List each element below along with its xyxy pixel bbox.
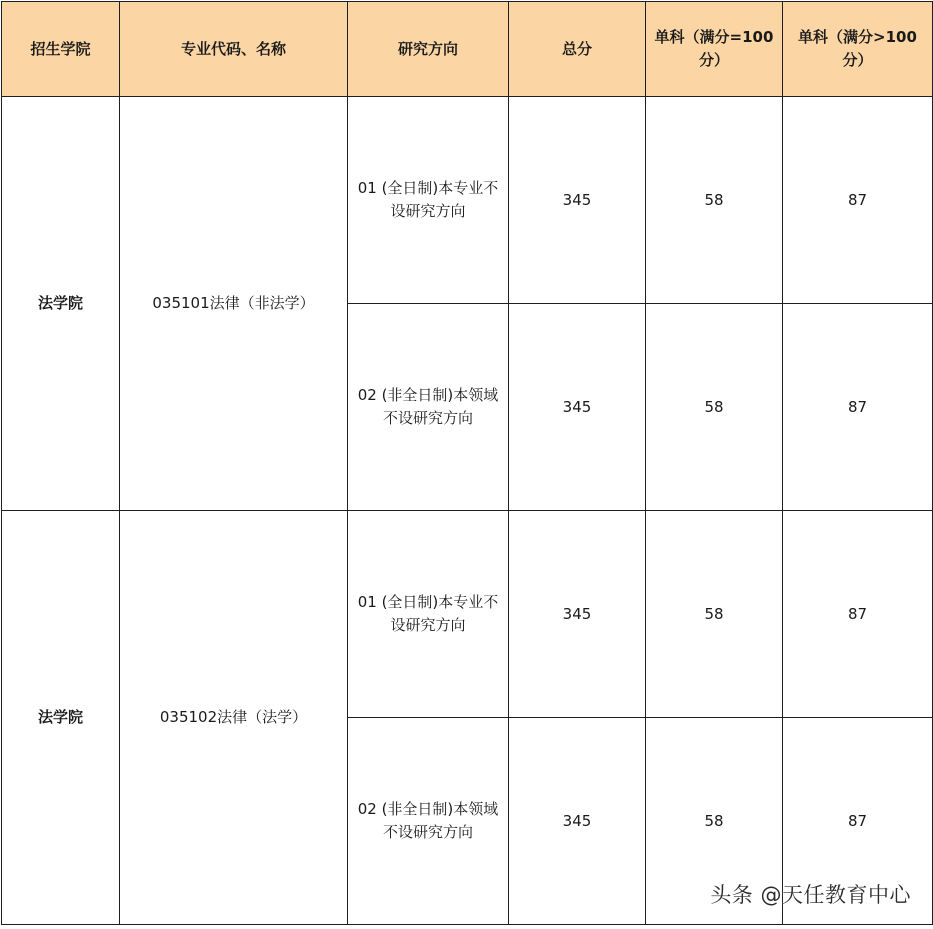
header-college: 招生学院 <box>2 2 120 97</box>
watermark: 头条 @天任教育中心 <box>710 883 911 907</box>
college-cell: 法学院 <box>2 97 120 511</box>
table-row <box>2 511 933 718</box>
score-table <box>1 1 933 925</box>
single-100-cell: 58 <box>646 97 783 304</box>
single-100-cell: 58 <box>646 511 783 718</box>
total-cell: 345 <box>509 97 646 304</box>
header-single-over-100: 单科（满分>100分） <box>783 2 933 97</box>
total-cell: 345 <box>509 718 646 925</box>
header-major: 专业代码、名称 <box>120 2 348 97</box>
table-body <box>2 97 933 925</box>
total-cell: 345 <box>509 511 646 718</box>
direction-cell: 02 (非全日制)本领域不设研究方向 <box>348 304 509 511</box>
major-cell: 035101法律（非法学） <box>120 97 348 511</box>
table-row <box>2 97 933 304</box>
header-total: 总分 <box>509 2 646 97</box>
direction-cell: 01 (全日制)本专业不设研究方向 <box>348 97 509 304</box>
single-100-cell: 58 <box>646 718 783 925</box>
single-over-100-cell: 87 <box>783 511 933 718</box>
single-over-100-cell: 87 <box>783 718 933 925</box>
college-cell: 法学院 <box>2 511 120 925</box>
direction-cell: 02 (非全日制)本领域不设研究方向 <box>348 718 509 925</box>
table-header <box>2 2 933 97</box>
single-over-100-cell: 87 <box>783 97 933 304</box>
single-100-cell: 58 <box>646 304 783 511</box>
single-over-100-cell: 87 <box>783 304 933 511</box>
header-row <box>2 2 933 97</box>
header-direction: 研究方向 <box>348 2 509 97</box>
direction-cell: 01 (全日制)本专业不设研究方向 <box>348 511 509 718</box>
header-single-100: 单科（满分=100分） <box>646 2 783 97</box>
total-cell: 345 <box>509 304 646 511</box>
major-cell: 035102法律（法学） <box>120 511 348 925</box>
